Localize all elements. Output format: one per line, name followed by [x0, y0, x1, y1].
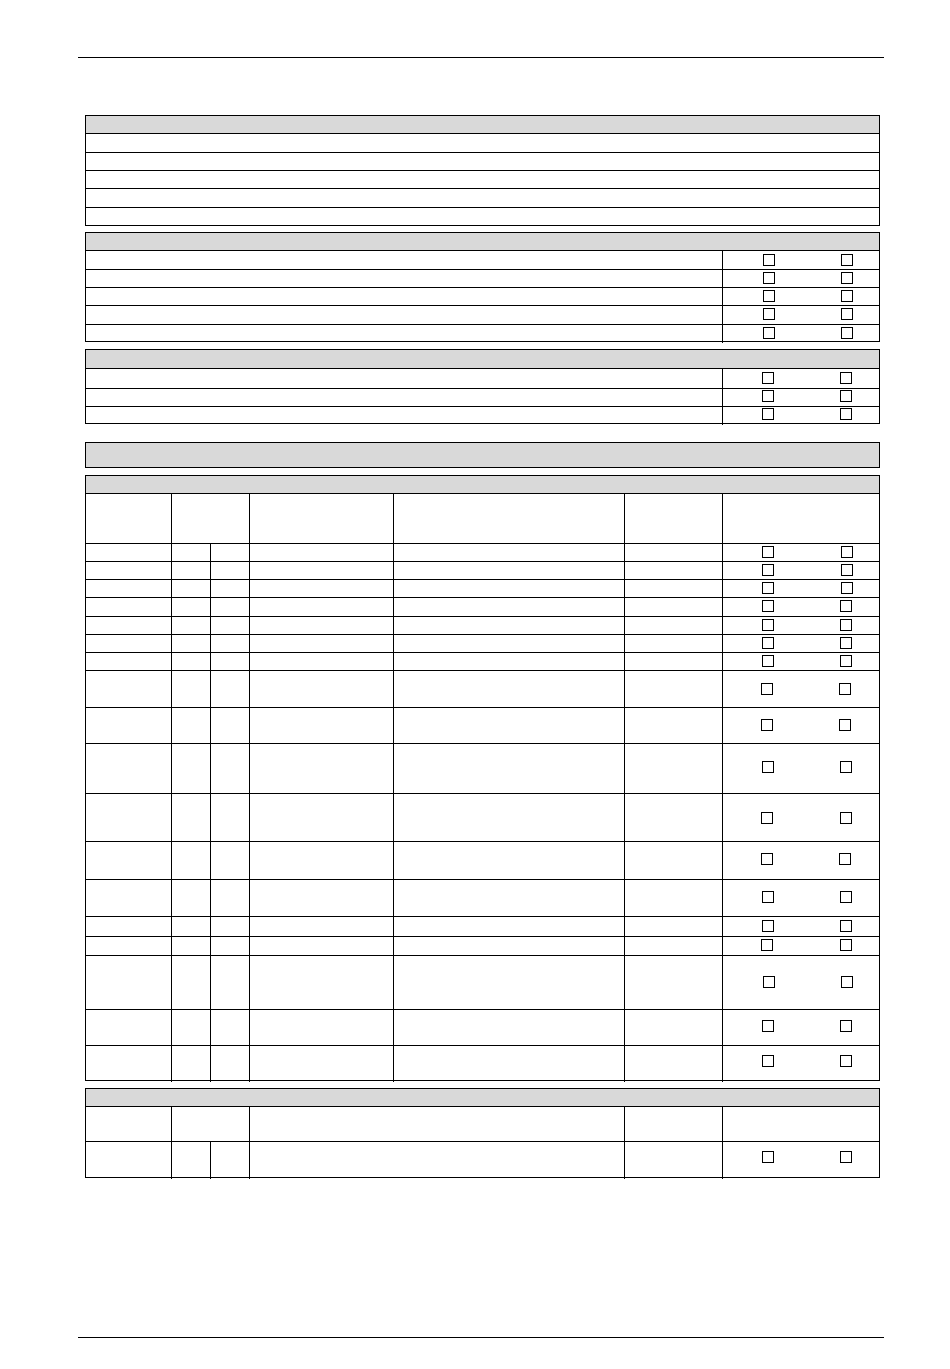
checkbox[interactable]: [762, 761, 774, 773]
table-col-divider: [722, 1107, 723, 1179]
checkbox[interactable]: [840, 390, 852, 402]
table-row-divider: [86, 916, 879, 917]
checkbox[interactable]: [762, 546, 774, 558]
section-3: [85, 349, 880, 424]
table-col-divider: [171, 494, 172, 1082]
section-1-row-divider: [86, 152, 879, 153]
section-3-header: [86, 350, 879, 369]
table-row-divider: [86, 955, 879, 956]
table-row-divider: [86, 1045, 879, 1046]
checkbox[interactable]: [840, 655, 852, 667]
checkbox[interactable]: [763, 976, 775, 988]
table-row-divider: [86, 579, 879, 580]
checkbox[interactable]: [840, 891, 852, 903]
checkbox[interactable]: [840, 619, 852, 631]
section-2: [85, 232, 880, 342]
table-col-divider: [393, 494, 394, 1082]
checkbox[interactable]: [840, 637, 852, 649]
section-2-col-divider: [722, 251, 723, 343]
section-2-row-divider: [86, 305, 879, 306]
checkbox[interactable]: [839, 853, 851, 865]
checkbox[interactable]: [761, 853, 773, 865]
checkbox[interactable]: [763, 272, 775, 284]
section-2-row-divider: [86, 287, 879, 288]
table-col-divider: [249, 1107, 250, 1179]
checkbox[interactable]: [841, 254, 853, 266]
table-row-divider: [86, 1009, 879, 1010]
checkbox[interactable]: [840, 761, 852, 773]
checkbox[interactable]: [763, 290, 775, 302]
checkbox[interactable]: [761, 812, 773, 824]
section-4-table: [85, 475, 880, 1081]
checkbox[interactable]: [841, 546, 853, 558]
bottom-rule: [78, 1337, 884, 1338]
table-row-divider: [86, 1141, 879, 1142]
checkbox[interactable]: [840, 1055, 852, 1067]
checkbox[interactable]: [762, 390, 774, 402]
checkbox[interactable]: [761, 683, 773, 695]
section-1-header: [86, 116, 879, 134]
table-row-divider: [86, 936, 879, 937]
checkbox[interactable]: [840, 812, 852, 824]
checkbox[interactable]: [841, 976, 853, 988]
table-col-divider: [249, 494, 250, 1082]
checkbox[interactable]: [841, 327, 853, 339]
table-col-divider: [624, 1107, 625, 1179]
table-row-divider: [86, 616, 879, 617]
section-1-row-divider: [86, 188, 879, 189]
checkbox[interactable]: [762, 920, 774, 932]
checkbox[interactable]: [841, 272, 853, 284]
table-row-divider: [86, 597, 879, 598]
section-3-col-divider: [722, 369, 723, 425]
checkbox[interactable]: [763, 254, 775, 266]
table-row-divider: [86, 543, 879, 544]
checkbox[interactable]: [840, 1151, 852, 1163]
checkbox[interactable]: [840, 939, 852, 951]
checkbox[interactable]: [762, 655, 774, 667]
table-row-divider: [86, 561, 879, 562]
table-row-divider: [86, 743, 879, 744]
checkbox[interactable]: [841, 308, 853, 320]
checkbox[interactable]: [841, 290, 853, 302]
table-row-divider: [86, 634, 879, 635]
checkbox[interactable]: [839, 719, 851, 731]
table-row-divider: [86, 670, 879, 671]
section-3-row-divider: [86, 388, 879, 389]
section-2-header: [86, 233, 879, 251]
checkbox[interactable]: [762, 1055, 774, 1067]
table-row-divider: [86, 793, 879, 794]
table-row-divider: [86, 707, 879, 708]
top-rule: [78, 57, 884, 58]
checkbox[interactable]: [762, 582, 774, 594]
section-4-header: [86, 476, 879, 494]
section-1-row-divider: [86, 207, 879, 208]
section-1: [85, 115, 880, 226]
checkbox[interactable]: [762, 408, 774, 420]
checkbox[interactable]: [840, 600, 852, 612]
checkbox[interactable]: [762, 1151, 774, 1163]
checkbox[interactable]: [763, 308, 775, 320]
table-col-divider: [722, 494, 723, 1082]
section-3-row-divider: [86, 406, 879, 407]
checkbox[interactable]: [762, 891, 774, 903]
checkbox[interactable]: [762, 600, 774, 612]
table-row-divider: [86, 879, 879, 880]
table-row-divider: [86, 841, 879, 842]
table-col-divider: [624, 494, 625, 1082]
checkbox[interactable]: [762, 637, 774, 649]
checkbox[interactable]: [840, 408, 852, 420]
section-1-row-divider: [86, 170, 879, 171]
checkbox[interactable]: [762, 619, 774, 631]
checkbox[interactable]: [840, 920, 852, 932]
section-5-header: [86, 1089, 879, 1107]
section-banner: [85, 442, 880, 468]
checkbox[interactable]: [762, 1020, 774, 1032]
checkbox[interactable]: [840, 372, 852, 384]
checkbox[interactable]: [761, 939, 773, 951]
table-row-divider: [86, 652, 879, 653]
checkbox[interactable]: [841, 564, 853, 576]
checkbox[interactable]: [761, 719, 773, 731]
checkbox[interactable]: [841, 582, 853, 594]
checkbox[interactable]: [839, 683, 851, 695]
checkbox[interactable]: [762, 564, 774, 576]
checkbox[interactable]: [762, 372, 774, 384]
section-2-row-divider: [86, 324, 879, 325]
section-2-row-divider: [86, 269, 879, 270]
checkbox[interactable]: [763, 327, 775, 339]
checkbox[interactable]: [840, 1020, 852, 1032]
table-col-divider: [210, 1141, 211, 1179]
section-5-table: [85, 1088, 880, 1178]
table-col-divider: [210, 543, 211, 1082]
table-col-divider: [171, 1107, 172, 1179]
